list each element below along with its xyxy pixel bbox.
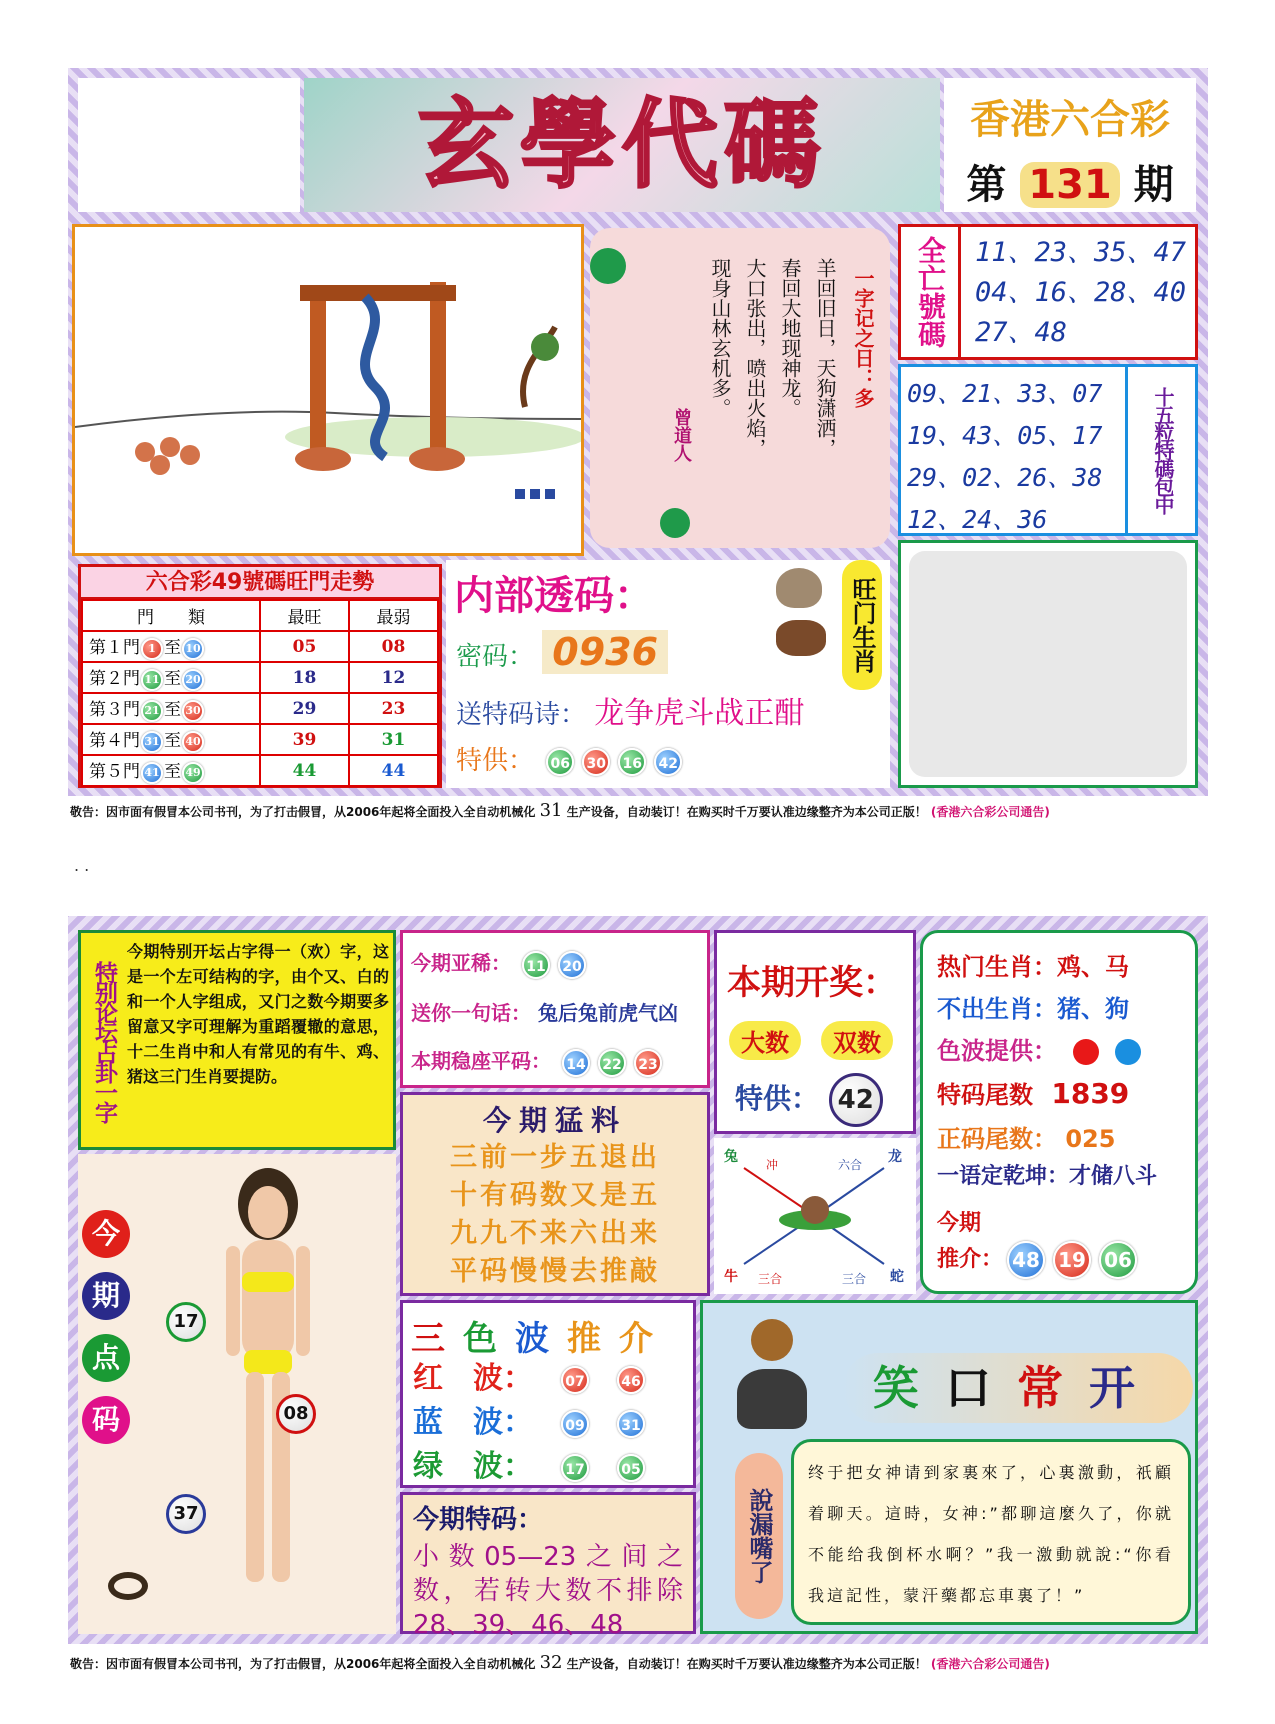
today-points bbox=[82, 1210, 130, 1444]
tail-label: 特码尾数 bbox=[937, 1081, 1033, 1109]
trend-connector: 至 bbox=[164, 731, 181, 752]
trend-connector: 至 bbox=[164, 700, 181, 721]
footer-page: 31 bbox=[539, 800, 563, 821]
compass-harmony: 六合 bbox=[838, 1158, 863, 1172]
footer-notice-2 bbox=[70, 1652, 1210, 1673]
recommend-row bbox=[937, 1207, 1141, 1279]
trend-connector: 至 bbox=[164, 669, 181, 690]
wave-ball: 07 bbox=[561, 1366, 589, 1394]
wave-label: 绿 波 bbox=[413, 1449, 503, 1484]
trend-header: 最旺 bbox=[260, 600, 349, 631]
trend-from-ball: 31 bbox=[141, 731, 163, 753]
footer-notice-1 bbox=[70, 800, 1210, 821]
forum-box bbox=[78, 930, 396, 1150]
wave-title-char: 推 bbox=[567, 1319, 619, 1359]
wave-title-char: 色 bbox=[463, 1319, 515, 1359]
fierce-line: 三前一步五退出 bbox=[450, 1142, 660, 1173]
wave-dot bbox=[1073, 1039, 1099, 1065]
trend-to-ball: 30 bbox=[182, 700, 204, 722]
joke-title-char: 开 bbox=[1089, 1361, 1161, 1415]
issue-suffix: 期 bbox=[1133, 162, 1174, 208]
joke-title bbox=[843, 1353, 1193, 1423]
special-label: 特供： bbox=[456, 746, 535, 776]
footer-text: 敬告：因市面有假冒本公司书刊，为了打击假冒，从2006年起将全面投入全自动机械化 bbox=[70, 805, 536, 819]
wave-colon: ： bbox=[503, 1449, 533, 1484]
trend-title: 六合彩49號碼旺門走勢 bbox=[81, 567, 439, 599]
footer-company: (香港六合彩公司通告) bbox=[930, 805, 1050, 819]
stable-label: 本期稳座平码： bbox=[411, 1049, 551, 1073]
girl-ball: 08 bbox=[276, 1394, 316, 1434]
scroll-poem bbox=[706, 258, 840, 458]
wave-dots bbox=[1065, 1037, 1149, 1065]
wave-label: 红 波 bbox=[413, 1361, 503, 1396]
wave-ball: 09 bbox=[561, 1410, 589, 1438]
joke-box bbox=[700, 1300, 1198, 1634]
joke-text: 终于把女神请到家裏來了，心裏激動，祇顧着聊天。這時，女神:”都聊這麼久了，你就不能给我倒杯水啊？”我一激動就說:“你看我這記性，蒙汗藥都忘車裏了！” bbox=[791, 1439, 1191, 1625]
trend-max: 05 bbox=[260, 631, 349, 662]
all-lost-numbers bbox=[975, 233, 1186, 353]
not-zodiac-row bbox=[937, 989, 1129, 1024]
special-code-title: 今期特码： bbox=[413, 1505, 544, 1535]
horse-icon bbox=[776, 620, 826, 656]
trend-header: 最弱 bbox=[349, 600, 438, 631]
joke-side: 說漏嘴了 bbox=[735, 1453, 783, 1619]
trend-door-label: 第４門 bbox=[89, 731, 140, 752]
recommend-label: 今期 bbox=[937, 1211, 982, 1236]
hot-zodiac-value: 鸡、马 bbox=[1057, 953, 1129, 981]
rabbit-icon bbox=[776, 568, 822, 608]
issue-value: 131 bbox=[1020, 162, 1120, 208]
ztail-value: 025 bbox=[1065, 1125, 1116, 1153]
separator: . . bbox=[74, 856, 90, 875]
stable-row bbox=[411, 1045, 666, 1077]
trend-row bbox=[82, 724, 438, 755]
three-wave-title bbox=[411, 1311, 671, 1360]
fifteen-title: 十五粒特碼包中 bbox=[1125, 367, 1195, 533]
trend-min: 12 bbox=[349, 662, 438, 693]
poem-row bbox=[456, 688, 804, 732]
today-points-box bbox=[78, 1154, 396, 1634]
wave-title-char: 三 bbox=[411, 1319, 463, 1359]
poem-value: 龙争虎斗战正酣 bbox=[594, 696, 805, 731]
number-line: 19、43、05、17 bbox=[907, 421, 1103, 450]
trend-door-label: 第１門 bbox=[89, 638, 140, 659]
joke-title-char: 常 bbox=[1017, 1361, 1089, 1415]
ztail-row bbox=[937, 1119, 1115, 1154]
fierce-line: 平码慢慢去推敲 bbox=[450, 1256, 660, 1287]
trend-row bbox=[82, 755, 438, 786]
compass-box bbox=[714, 1138, 916, 1294]
sentence-label: 送你一句话： bbox=[411, 1001, 531, 1025]
number-ball: 16 bbox=[618, 748, 646, 776]
trend-table bbox=[81, 599, 439, 787]
dragon-drawing bbox=[75, 227, 581, 553]
all-lost-title: 全亡號碼 bbox=[901, 227, 961, 357]
hot-zodiac-row bbox=[937, 947, 1129, 982]
wave-ball: 17 bbox=[561, 1454, 589, 1482]
wave-row bbox=[937, 1031, 1149, 1066]
footer-company: (香港六合彩公司通告) bbox=[930, 1657, 1050, 1671]
special-row bbox=[456, 740, 686, 777]
trend-to-ball: 20 bbox=[182, 669, 204, 691]
girl-ball: 17 bbox=[166, 1302, 206, 1342]
number-ball: 30 bbox=[582, 748, 610, 776]
trend-max: 44 bbox=[260, 755, 349, 786]
number-ball: 06 bbox=[546, 748, 574, 776]
trend-row bbox=[82, 662, 438, 693]
trend-door bbox=[82, 631, 260, 662]
not-zodiac-value: 猪、狗 bbox=[1057, 995, 1129, 1023]
leaf-icon bbox=[660, 508, 690, 538]
trend-connector: 至 bbox=[164, 638, 181, 659]
tail-row bbox=[937, 1075, 1129, 1110]
sentence-value: 兔后兔前虎气凶 bbox=[537, 1001, 678, 1025]
footer-text: 生产设备，自动装订！在购买时千万要认准边缘整齐为本公司正版！ bbox=[566, 1657, 927, 1671]
number-line: 29、02、26、38 bbox=[907, 463, 1103, 492]
code-label: 密码： bbox=[456, 642, 535, 672]
monkey-icon bbox=[737, 1319, 807, 1429]
wave-row bbox=[413, 1357, 693, 1401]
compass-diagram bbox=[714, 1138, 916, 1294]
trend-row bbox=[82, 631, 438, 662]
number-line: 09、21、33、07 bbox=[907, 379, 1103, 408]
wave-label: 蓝 波 bbox=[413, 1405, 503, 1440]
trend-min: 23 bbox=[349, 693, 438, 724]
draw-even: 双数 bbox=[821, 1021, 893, 1060]
fierce-line: 九九不来六出来 bbox=[450, 1218, 660, 1249]
footer-text: 敬告：因市面有假冒本公司书刊，为了打击假冒，从2006年起将全面投入全自动机械化 bbox=[70, 1657, 536, 1671]
trend-from-ball: 11 bbox=[141, 669, 163, 691]
special-code-text: 小数05—23之间之数，若转大数不排除28、39、46、48 bbox=[413, 1542, 683, 1640]
number-ball: 22 bbox=[598, 1049, 626, 1077]
draw-box bbox=[714, 930, 916, 1134]
draw-title: 本期开奖： bbox=[727, 963, 897, 1003]
head-balls bbox=[518, 951, 590, 975]
number-ball: 11 bbox=[522, 951, 550, 979]
today-char: 今 bbox=[82, 1210, 130, 1258]
fifteen-box bbox=[898, 364, 1198, 536]
wave-rows bbox=[413, 1357, 693, 1489]
code-value: 0936 bbox=[542, 630, 668, 674]
trend-from-ball: 41 bbox=[141, 762, 163, 784]
poem-line: 羊回旧日，天狗潇洒， bbox=[813, 258, 837, 458]
trend-to-ball: 40 bbox=[182, 731, 204, 753]
recommend-label: 推介： bbox=[937, 1247, 1004, 1272]
trend-to-ball: 49 bbox=[182, 762, 204, 784]
today-char: 期 bbox=[82, 1272, 130, 1320]
number-line: 27、48 bbox=[975, 317, 1068, 348]
wave-colon: ： bbox=[503, 1361, 533, 1396]
girl-ball: 37 bbox=[166, 1494, 206, 1534]
model-figure bbox=[168, 1154, 368, 1634]
wangmen-label: 旺门生肖 bbox=[842, 560, 882, 690]
recommend-ball: 48 bbox=[1007, 1241, 1045, 1279]
trend-from-ball: 21 bbox=[141, 700, 163, 722]
head-label: 今期亚稀： bbox=[411, 951, 511, 975]
saying-label: 一语定乾坤： bbox=[937, 1164, 1070, 1189]
joke-title-char: 笑 bbox=[873, 1361, 945, 1415]
number-ball: 23 bbox=[634, 1049, 662, 1077]
draw-big: 大数 bbox=[729, 1021, 801, 1060]
draw-special-ball: 42 bbox=[829, 1073, 883, 1127]
number-ball: 14 bbox=[562, 1049, 590, 1077]
trend-door bbox=[82, 724, 260, 755]
page-title: 玄學代碼 bbox=[418, 88, 826, 201]
snake-icon bbox=[108, 1572, 148, 1600]
number-line: 11、23、35、47 bbox=[975, 237, 1187, 268]
wave-title-char: 波 bbox=[515, 1319, 567, 1359]
poem-label: 送特码诗： bbox=[456, 700, 587, 730]
code-row bbox=[456, 630, 668, 674]
number-line: 04、16、28、40 bbox=[975, 277, 1187, 308]
number-ball: 42 bbox=[654, 748, 682, 776]
poem-line: 春回大地现神龙。 bbox=[778, 258, 802, 418]
trend-max: 18 bbox=[260, 662, 349, 693]
footer-page: 32 bbox=[539, 1652, 563, 1673]
compass-dragon: 龙 bbox=[888, 1149, 902, 1165]
all-lost-box bbox=[898, 224, 1198, 360]
draw-special-row bbox=[735, 1073, 883, 1127]
fierce-line: 十有码数又是五 bbox=[450, 1180, 660, 1211]
wave-row bbox=[413, 1401, 693, 1445]
trend-min: 44 bbox=[349, 755, 438, 786]
not-zodiac-label: 不出生肖： bbox=[937, 995, 1057, 1023]
three-wave-box bbox=[400, 1300, 696, 1488]
issue-number bbox=[944, 153, 1196, 210]
special-balls bbox=[542, 746, 686, 776]
recommend-ball: 19 bbox=[1053, 1241, 1091, 1279]
poem-line: 大口张出，喷出火焰， bbox=[743, 258, 767, 458]
draw-special-label: 特供： bbox=[735, 1082, 820, 1115]
trend-door-label: 第２門 bbox=[89, 669, 140, 690]
scroll-heading: 一字记之日：多 bbox=[851, 268, 875, 408]
poem-line: 现身山林玄机多。 bbox=[708, 258, 732, 418]
today-char: 码 bbox=[82, 1396, 130, 1444]
trend-door-label: 第５門 bbox=[89, 762, 140, 783]
trend-connector: 至 bbox=[164, 762, 181, 783]
sentence-row bbox=[411, 997, 678, 1026]
trend-max: 29 bbox=[260, 693, 349, 724]
footer-text: 生产设备，自动装订！在购买时千万要认准边缘整齐为本公司正版！ bbox=[566, 805, 927, 819]
trend-table-box bbox=[78, 564, 442, 788]
wave-colon: ： bbox=[503, 1405, 533, 1440]
wave-title-char: 介 bbox=[619, 1319, 671, 1359]
wave-dot bbox=[1115, 1039, 1141, 1065]
recommend-lines-box bbox=[400, 930, 710, 1088]
poem-scroll bbox=[590, 228, 890, 548]
trend-max: 39 bbox=[260, 724, 349, 755]
wave-label: 色波提供： bbox=[937, 1037, 1057, 1065]
compass-ox: 牛 bbox=[724, 1269, 738, 1285]
trend-door-label: 第３門 bbox=[89, 700, 140, 721]
trend-header: 門 類 bbox=[82, 600, 260, 631]
inside-code-box bbox=[446, 560, 890, 788]
joke-title-char: 口 bbox=[945, 1361, 1017, 1415]
fierce-lines bbox=[403, 1139, 707, 1291]
compass-rabbit: 兔 bbox=[724, 1149, 738, 1165]
trend-from-ball: 1 bbox=[141, 638, 163, 660]
wave-ball: 31 bbox=[617, 1410, 645, 1438]
recommend-balls bbox=[1003, 1247, 1141, 1272]
leaf-icon bbox=[590, 248, 626, 284]
trend-min: 08 bbox=[349, 631, 438, 662]
today-char: 点 bbox=[82, 1334, 130, 1382]
brand-name: 香港六合彩 bbox=[970, 97, 1170, 143]
saying-row bbox=[937, 1159, 1157, 1190]
saying-value: 才储八斗 bbox=[1069, 1164, 1158, 1189]
special-code-box bbox=[400, 1492, 696, 1640]
wave-row bbox=[413, 1445, 693, 1489]
page1-title-banner bbox=[304, 78, 940, 212]
stable-balls bbox=[558, 1049, 666, 1073]
compass-snake: 蛇 bbox=[890, 1269, 904, 1285]
number-ball: 20 bbox=[558, 951, 586, 979]
dragon-illustration bbox=[72, 224, 584, 556]
recommend-ball: 06 bbox=[1099, 1241, 1137, 1279]
trend-row bbox=[82, 693, 438, 724]
fierce-title: 今期猛料 bbox=[482, 1104, 627, 1137]
tail-value: 1839 bbox=[1051, 1077, 1130, 1110]
blank-box bbox=[898, 540, 1198, 788]
forum-title: 特别论坛占卦一字 bbox=[91, 961, 117, 1121]
ztail-label: 正码尾数： bbox=[937, 1125, 1057, 1153]
trend-door bbox=[82, 693, 260, 724]
wave-ball: 05 bbox=[617, 1454, 645, 1482]
inside-title: 内部透码： bbox=[454, 573, 654, 619]
hot-zodiac-label: 热门生肖： bbox=[937, 953, 1057, 981]
zodiac-info-box bbox=[920, 930, 1198, 1294]
wave-ball: 46 bbox=[617, 1366, 645, 1394]
head-row bbox=[411, 947, 590, 979]
compass-clash: 冲 bbox=[766, 1158, 779, 1172]
brand-box bbox=[944, 78, 1196, 212]
trend-door bbox=[82, 662, 260, 693]
compass-triple-1: 三合 bbox=[758, 1272, 783, 1286]
fierce-box bbox=[400, 1092, 710, 1296]
trend-to-ball: 10 bbox=[182, 638, 204, 660]
number-line: 12、24、36 bbox=[907, 505, 1048, 534]
forum-text: 今期特别开坛占字得一（欢）字，这是一个左可结构的字，由个又、白的和一个人字组成，又门之数今期要多留意又字可理解为重蹈覆辙的意思，十二生肖中和人有常见的有牛、鸡、猪这三门生肖要提防。 bbox=[127, 942, 389, 1086]
trend-min: 31 bbox=[349, 724, 438, 755]
compass-triple-2: 三合 bbox=[842, 1272, 867, 1286]
page1-top-blank bbox=[78, 78, 300, 212]
scroll-author: 曾道人 bbox=[671, 408, 692, 462]
trend-door bbox=[82, 755, 260, 786]
fifteen-numbers bbox=[907, 373, 1102, 541]
issue-prefix: 第 bbox=[966, 162, 1007, 208]
